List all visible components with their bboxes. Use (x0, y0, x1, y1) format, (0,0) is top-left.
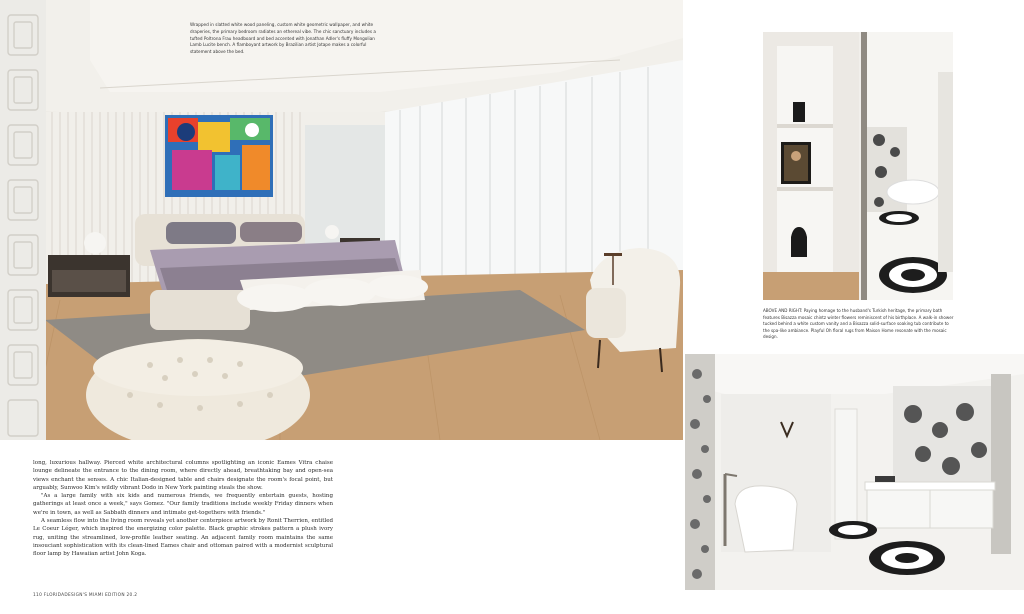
article-body (33, 459, 333, 559)
article-paragraph: long, luxurious hallway. Pierced white architectural columns spotlighting an iconic Eames Vitra chaise lounge delineate the entrance to the dining room, where directly ahead, breathtaking bay and open-sea views enchant the senses. A chic Italian-designed table and chairs designate the room's focal point, but arguably, Sunwoo Kim's wildly vibrant Dodo in New York painting steals the show. (33, 460, 333, 491)
bedroom-photo (0, 0, 683, 440)
bathroom-photo (685, 354, 1024, 590)
article-paragraph: "As a large family with six kids and numerous friends, we frequently entertain guests, hosting gatherings at least once a week," says Gomez. "Our family traditions include weekly Friday dinners when we're in town, as well as Sabbath dinners and intimate get-togethers with friends." (33, 493, 333, 516)
bedroom-caption: Wrapped in slatted white wood paneling, custom white geometric wallpaper, and white draperies, the primary bedroom radiates an ethereal vibe. The chic sanctuary includes a tufted Poltrona Frau headboard and bed accented with Jonathan Adler's fluffy Mongolian Lamb Lucite bench. A flamboyant artwork by Brazilian artist Jotape makes a colorful statement above the bed. (190, 22, 376, 55)
page-folio: 110 FLORIDADESIGN'S MIAMI EDITION 20.2 (33, 593, 138, 598)
niche-photo (763, 32, 953, 300)
bath-caption: ABOVE AND RIGHT: Paying homage to the husband's Turkish heritage, the primary bath features Bisazza mosaic chintz winter flowers reminiscent of his birthplace. A walk-in shower tucked behind a white custom vanity and a Bisazza solid-surface soaking tub contribute to the spa-like ambiance. Playful Oh floral rugs from Maison Home resonate with the mosaic design. (763, 308, 954, 340)
article-paragraph: A seamless flow into the living room reveals yet another centerpiece artwork by Ronit Therrien, entitled Le Coeur Léger, which inspired the energizing color palette. Black graphic strokes pattern a plush ivory rug, uniting the streamlined, low-profile leather seating. An adjacent family room maintains the same insouciant sophistication with its clean-lined Eames chair and ottoman paired with a modernist sculptural floor lamp by Hawaiian artist John Koga. (33, 518, 333, 558)
